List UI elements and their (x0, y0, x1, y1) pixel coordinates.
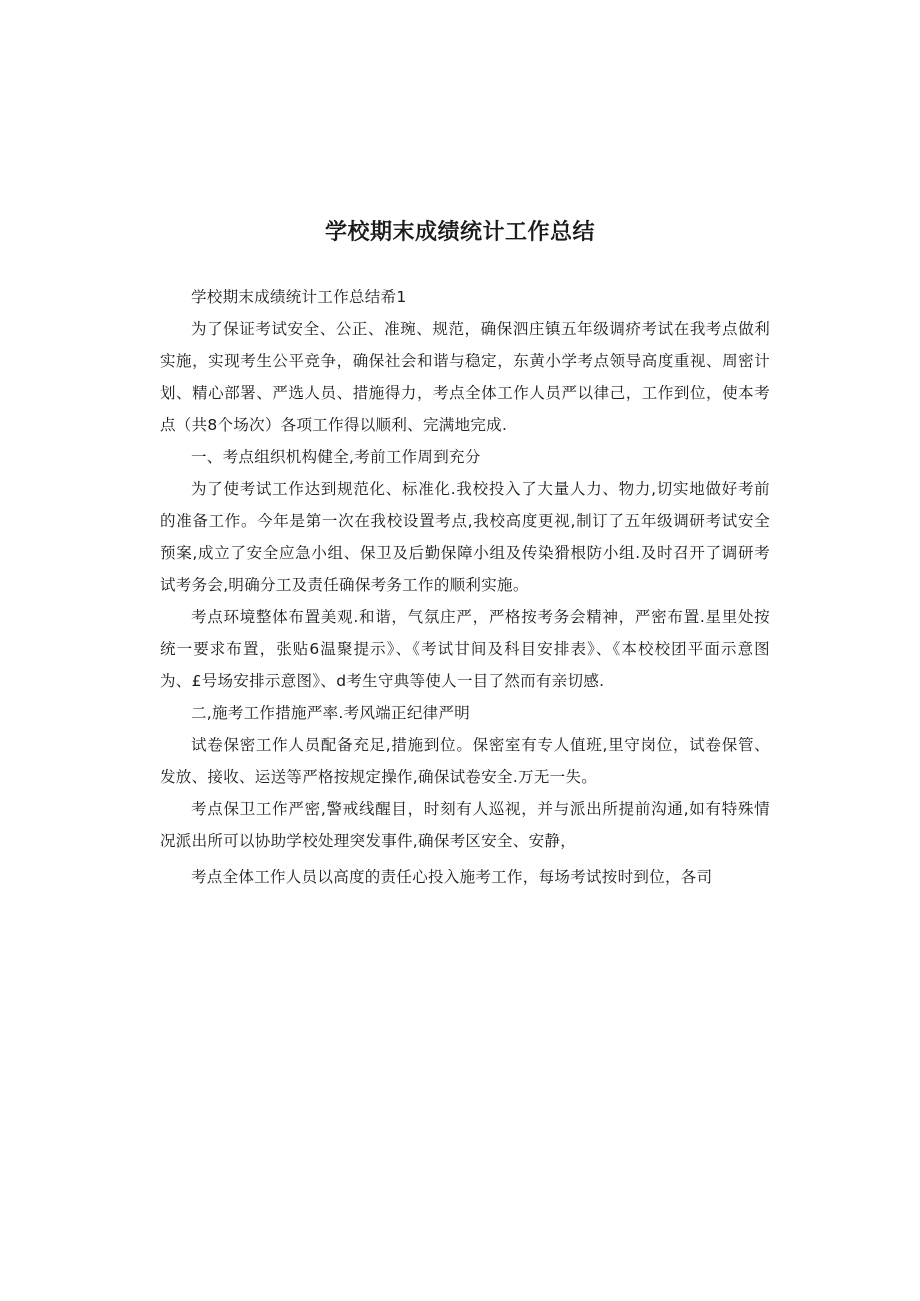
paragraph-preparation: 为了使考试工作达到规范化、标准化.我校投入了大量人力、物力,切实地做好考前的准备工作。今年是第一次在我校设置考点,我校高度更视,制订了五年级调研考试安全预案,成立了安全应急小组、保卫及后勤保障小组及传染猾根防小组.及时召开了调研考试考务会,明确分工及责任确保考务工作的顺利实施。 (160, 480, 770, 594)
document-title: 学校期末成绩统计工作总结 (324, 220, 595, 245)
paragraph-staff: 考点全体工作人员以高度的责任心投入施考工作，每场考试按时到位，各司 (191, 868, 713, 886)
section-heading-1: 一、考点组织机构健全,考前工作周到充分 (191, 448, 481, 466)
paragraph-confidentiality: 试卷保密工作人员配备充足,措施到位。保密室有专人值班,里守岗位，试卷保管、发放、接收、运送等严格按规定操作,确保试卷安全.万无一失。 (160, 736, 770, 786)
paragraph-intro: 为了保证考试安全、公正、准琬、规范，确保泗庄镇五年级调疥考试在我考点做利实施，实现考生公平竞争，确保社会和谐与稳定，东黄小学考点领导高度重视、周密计划、精心部署、严选人员、措施得力，考点全体工作人员严以律己，工作到位，使本考点（共8个场次）各项工作得以顺利、完满地完成. (160, 320, 770, 434)
paragraph-security: 考点保卫工作严密,警戒线醒目，时刻有人巡视，并与派出所提前沟通,如有特殊情况派出所可以协助学校处理突发事件,确保考区安全、安静， (160, 800, 770, 850)
section-heading-2: 二,施考工作措施严率.考风端正纪律严明 (191, 704, 471, 722)
paragraph-environment: 考点环境整体布置美观.和谐，气氛庄严，严格按考务会精神，严密布置.星里处按统一要求布置，张贴6温聚提示》、《考试甘间及科目安排表》、《本校校团平面示意图为、£号场安排示意图》、d考生守典等使人一目了然而有亲切感. (160, 608, 770, 690)
paragraph-subtitle: 学校期末成绩统计工作总结希1 (191, 288, 407, 306)
document-body (160, 281, 770, 893)
